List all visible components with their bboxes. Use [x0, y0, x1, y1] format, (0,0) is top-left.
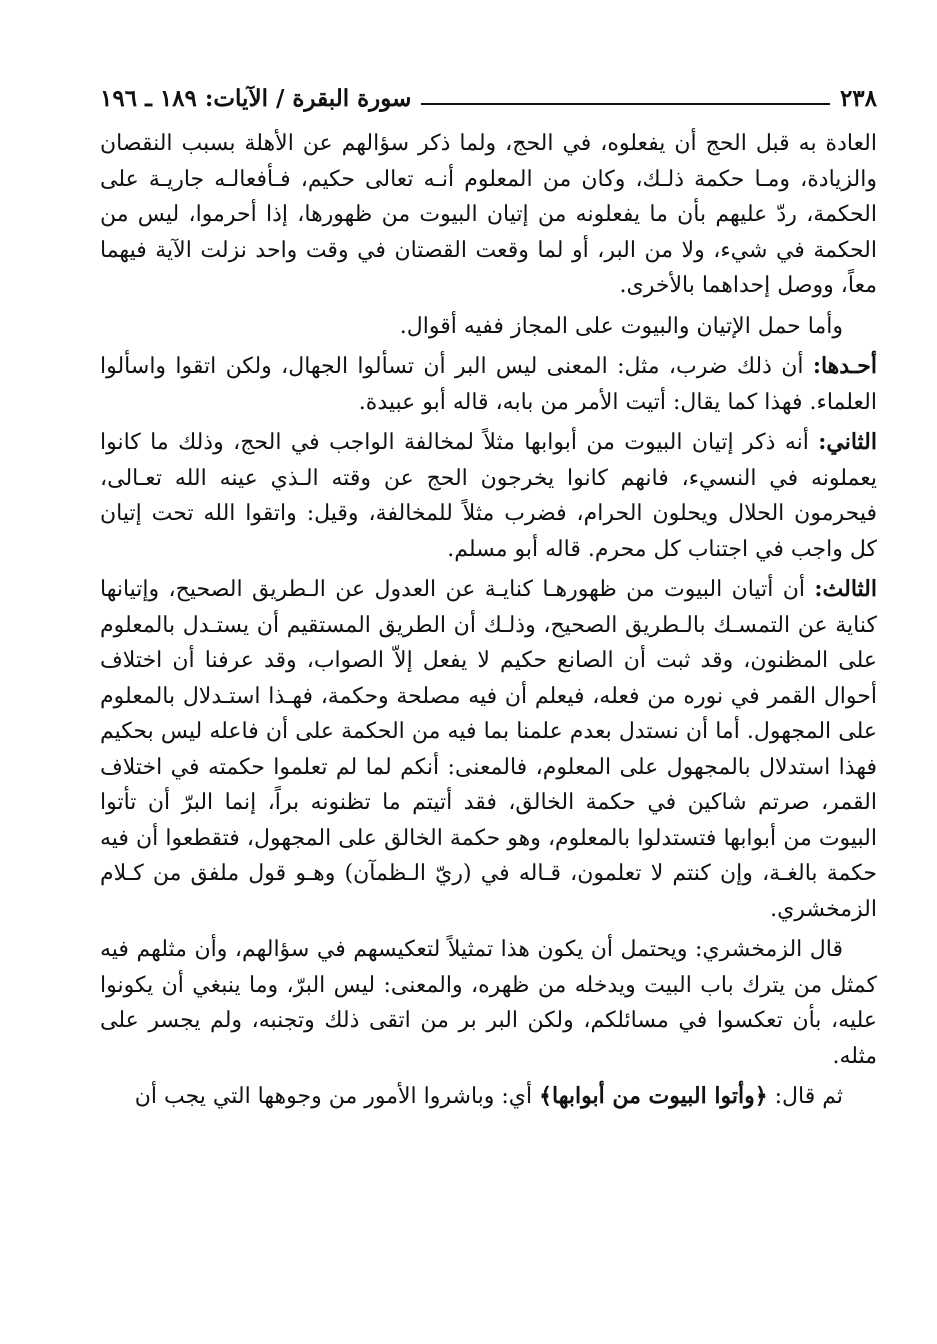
paragraph-text: قال الزمخشري: ويحتمل أن يكون هذا تمثيلاً لتعكيسهم في سؤالهم، وأن مثلهم فيه كمثل من يترك باب البيت ويدخله من ظهره، والمعنى: ليس البرّ، وما ينبغي أن يكونوا عليه، بأن تعكسوا في مسائلكم، ولكن البر بر من اتقى ذلك وتجنبه، ولم يجسر على مثله. — [100, 937, 877, 1069]
paragraph-text: وأما حمل الإتيان والبيوت على المجاز ففيه أقوال. — [399, 313, 843, 339]
paragraph-1 — [100, 126, 877, 304]
paragraph-7 — [100, 1079, 877, 1115]
page-number: ٢٣٨ — [839, 85, 877, 112]
paragraph-text: أن أتيان البيوت من ظهورهـا كنايـة عن العدول عن الـطريق الصحيح، وإتيانها كناية عن التمسـك بالـطريق الصحيح، وذلـك أن الطريق المستقيم أن يستـدل بالمعلوم على المظنون، وقد ثبت أن الصانع حكيم لا يفعل إلاّ الصواب، وقد عرفنا أن اختلاف أحوال القمر في نوره من فعله، فيعلم أن فيه مصلحة وحكمة، فهـذا استـدلال بالمعلوم على المجهول. أما أن نستدل بعدم علمنا بما فيه من الحكمة على أن فاعله ليس بحكيم فهذا استدلال بالمجهول على المعلوم، فالمعنى: أنكم لما لم تعلموا حكمته في اختلاف القمر، صرتم شاكين في حكمة الخالق، فقد أتيتم ما تظنونه براً، إنما البرّ أن تأتوا البيوت من أبوابها فتستدلوا بالمعلوم، وهو حكمة الخالق على المجهول، فتقطعوا أن فيه حكمة بالغـة، وإن كنتم لا تعلمون، قـاله في (ريّ الـظمآن) وهـو قول ملفق من كـلام الزمخشري. — [100, 577, 877, 922]
paragraph-3 — [100, 349, 877, 420]
paragraph-5 — [100, 572, 877, 927]
paragraph-4 — [100, 425, 877, 567]
paragraph-text: أن ذلك ضرب، مثل: المعنى ليس البر أن تسألوا الجهال، ولكن اتقوا واسألوا العلماء. فهذا كما يقال: أتيت الأمر من بابه، قاله أبو عبيدة. — [100, 354, 877, 415]
quran-verse: ﴿وأتوا البيوت من أبوابها﴾ — [539, 1083, 768, 1109]
paragraph-text: أي: وباشروا الأمور من وجوهها التي يجب أن — [134, 1084, 540, 1109]
surah-title: سورة البقرة / الآيات: ١٨٩ ـ ١٩٦ — [100, 85, 412, 112]
paragraph-text: ثم قال: — [767, 1084, 843, 1109]
paragraph-lead: الثاني: — [818, 429, 877, 455]
paragraph-6 — [100, 932, 877, 1074]
paragraph-2 — [100, 309, 877, 345]
paragraph-text: أنه ذكر إتيان البيوت من أبوابها مثلاً لمخالفة الواجب في الحج، وذلك ما كانوا يعملونه في النسيء، فانهم كانوا يخرجون الحج عن وقته الـذي عينه الله تعـالى، فيحرمون الحلال ويحلون الحرام، فضرب مثلاً للمخالفة، وقيل: واتقوا الله تحت إتيان كل واجب في اجتناب كل محرم. قاله أبو مسلم. — [100, 430, 877, 562]
paragraph-text: العادة به قبل الحج أن يفعلوه، في الحج، ولما ذكر سؤالهم عن الأهلة بسبب النقصان والزيادة، ومـا حكمة ذلـك، وكان من المعلوم أنـه تعالى حكيم، فـأفعالـه جاريـة على الحكمة، ردّ عليهم بأن ما يفعلونه من إتيان البيوت من ظهورها، إذا أحرموا، ليس من الحكمة في شيء، ولا من البر، أو لما وقعت القصتان في وقت واحد نزلت الآية فيهما معاً، ووصل إحداهما بالأخرى. — [100, 131, 877, 298]
paragraph-lead: الثالث: — [814, 576, 877, 602]
paragraph-lead: أحـدها: — [812, 353, 877, 379]
page-header — [100, 78, 877, 112]
header-rule — [421, 103, 830, 105]
page-body — [100, 126, 877, 1115]
